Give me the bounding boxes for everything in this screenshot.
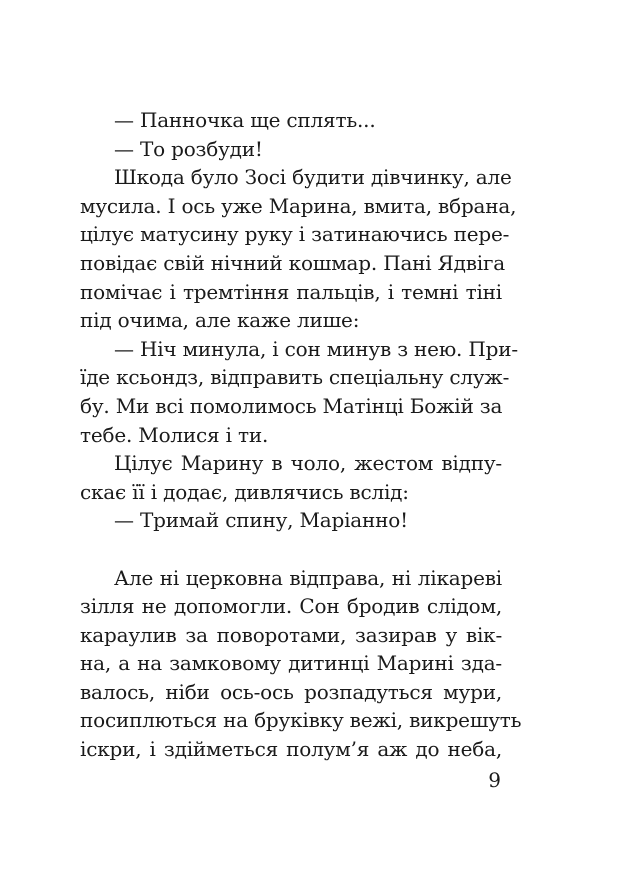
text-line: караулив за поворотами, зазирав у вік- xyxy=(80,622,502,647)
text-line: валось, ніби ось-ось розпадуться мури, xyxy=(80,679,502,704)
text-line: — Тримай спину, Маріанно! xyxy=(114,508,408,533)
text-line: — Панночка ще сплять... xyxy=(114,108,376,132)
text-line: іскри, і здійметься полум’я аж до неба, xyxy=(80,737,502,762)
page-text xyxy=(80,106,522,764)
text-line: їде ксьондз, відправить спеціальну служ- xyxy=(80,365,510,390)
text-line: бу. Ми всі помолимось Матінці Божій за xyxy=(80,393,503,418)
text-line: Шкода було Зосі будити дівчинку, але xyxy=(114,165,512,190)
text-line: мусила. І ось уже Марина, вмита, вбрана, xyxy=(80,193,517,218)
text-line: тебе. Молися і ти. xyxy=(80,422,269,447)
text-line: помічає і тремтіння пальців, і темні тіні xyxy=(80,279,502,304)
text-line: під очима, але каже лише: xyxy=(80,308,360,333)
text-line: повідає свій нічний кошмар. Пані Ядвіга xyxy=(80,250,505,275)
text-line: зілля не допомогли. Сон бродив слідом, xyxy=(80,594,502,619)
text-line: на, а на замковому дитинці Марині зда- xyxy=(80,651,502,676)
text-line: — То розбуди! xyxy=(114,136,263,161)
page-number: 9 xyxy=(488,768,501,792)
text-line: цілує матусину руку і затинаючись пере- xyxy=(80,222,510,247)
text-line: скає її і додає, дивлячись вслід: xyxy=(80,479,409,504)
section-break xyxy=(80,535,502,564)
text-line: Але ні церковна відправа, ні лікареві xyxy=(114,565,502,590)
text-line: посиплються на бруківку вежі, викрешуть xyxy=(80,708,522,733)
text-line: Цілує Марину в чоло, жестом відпу- xyxy=(114,451,502,476)
text-line: — Ніч минула, і сон минув з нею. При- xyxy=(114,336,518,361)
